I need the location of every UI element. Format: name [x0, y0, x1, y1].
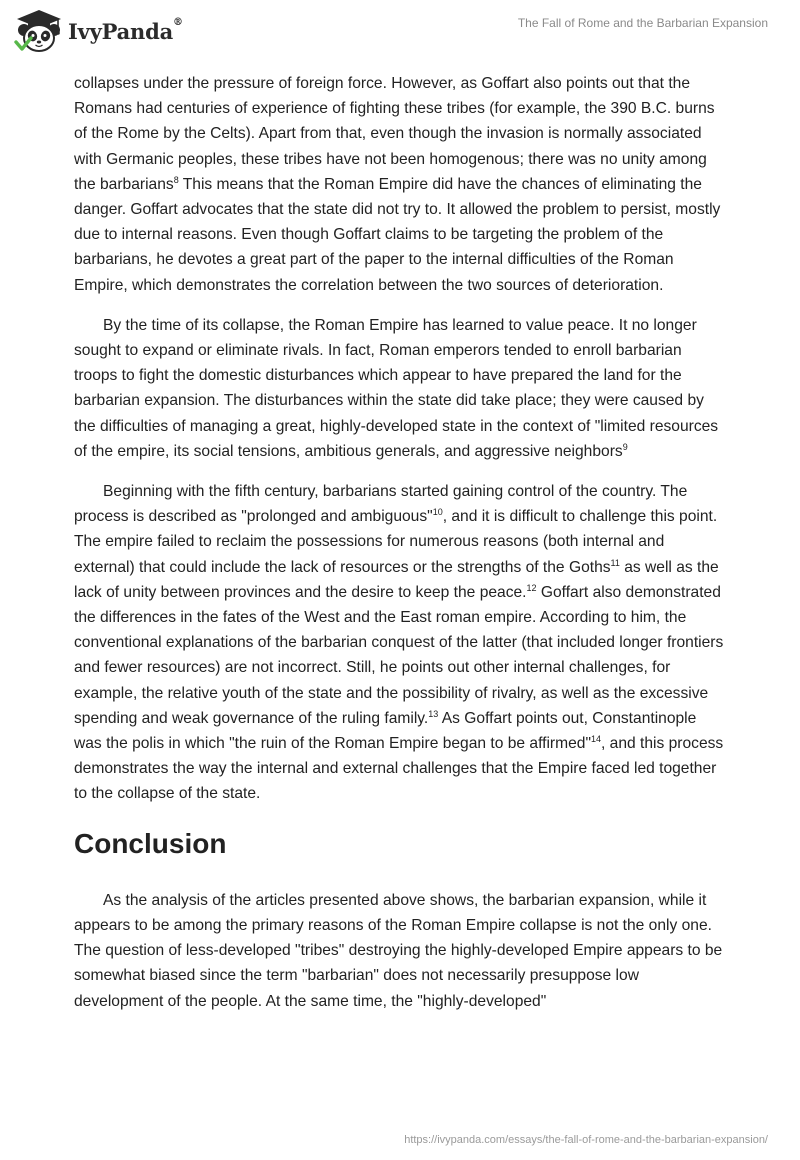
registered-mark: ®	[173, 16, 183, 28]
paragraph-3	[74, 479, 724, 807]
paragraph-text: , and it is difficult to challenge this point. The empire failed to reclaim the possessions for numerous reasons (both internal and external) that could include the lack of resources or the strengths of the Goths	[74, 508, 718, 576]
footnote-ref-8[interactable]: 8	[173, 174, 179, 185]
conclusion-heading: Conclusion	[74, 827, 227, 859]
paragraph-text: As the analysis of the articles presented above shows, the barbarian expansion, while it appears to be among the primary reasons of the Roman Empire collapse is not the only one. The question of less-developed "tribes" destroying the highly-developed Empire appears to be somewhat biased since the term "barbarian" does not necessarily presuppose low development of the people. At the same time, the "highly-developed"	[74, 891, 723, 1010]
paragraph-text: Beginning with the fifth century, barbarians started gaining control of the country. The process is described as "prolonged and ambiguous"	[74, 483, 688, 526]
logo-name: IvyPanda	[68, 18, 174, 44]
paragraph-text: Goffart also demonstrated the differences in the fates of the West and the East roman empire. According to him, the conventional explanations of the barbarian conquest of the latter (that included longer frontiers and fewer resources) are not incorrect. Still, he points out other internal challenges, for example, the relative youth of the state and the possibility of rivalry, as well as the excessive spending and weak governance of the ruling family.	[74, 583, 724, 727]
paragraph-2	[74, 313, 724, 464]
source-url[interactable]: https://ivypanda.com/essays/the-fall-of-rome-and-the-barbarian-expansion/	[404, 1134, 768, 1146]
ivypanda-logo[interactable]	[14, 8, 183, 54]
footnote-ref-14[interactable]: 14	[591, 733, 602, 744]
paragraph-1	[74, 71, 724, 298]
footnote-ref-11[interactable]: 11	[610, 557, 620, 568]
paragraph-text: collapses under the pressure of foreign force. However, as Goffart also points out that the Romans had centuries of experience of fighting these tribes (for example, the 390 B.C. burns of the Rome by the Celts). Apart from that, even though the invasion is normally associated with Germanic peoples, these tribes have not been homogenous; there was no unity among the barbarians	[74, 75, 715, 193]
essay-body	[74, 71, 724, 1029]
paragraph-text: As Goffart points out, Constantinople was the polis in which "the ruin of the Roman Empire began to be affirmed"	[74, 709, 697, 753]
paragraph-text: as well as the lack of unity between provinces and the desire to keep the peace.	[74, 558, 719, 601]
paragraph-text: This means that the Roman Empire did have the chances of eliminating the danger. Goffart advocates that the state did not try to. It allowed the problem to persist, mostly due to internal reasons. Even though Goffart claims to be targeting the problem of the barbarians, he devotes a great part of the paper to the internal difficulties of the Roman Empire, which demonstrates the correlation between the two sources of deterioration.	[74, 175, 721, 294]
footnote-ref-9[interactable]: 9	[622, 441, 628, 452]
paragraph-text: By the time of its collapse, the Roman Empire has learned to value peace. It no longer sought to expand or eliminate rivals. In fact, Roman emperors tended to enroll barbarian troops to fight the domestic disturbances which appear to have prepared the land for the barbarian expansion. The disturbances within the state did take place; they were caused by the difficulties of managing a great, highly-developed state in the context of "limited resources of the empire, its social tensions, ambitious generals, and aggressive neighbors	[74, 316, 719, 460]
page-header	[0, 0, 800, 64]
panda-graduate-icon	[14, 8, 64, 54]
logo-text	[68, 16, 183, 44]
footnote-ref-12[interactable]: 12	[526, 582, 537, 593]
document-title: The Fall of Rome and the Barbarian Expansion	[517, 16, 768, 30]
paragraph-text: , and this process demonstrates the way the internal and external challenges that the Empire faced led together to the collapse of the state.	[74, 735, 724, 803]
paragraph-4	[74, 888, 724, 1014]
footnote-ref-10[interactable]: 10	[432, 507, 443, 518]
footnote-ref-13[interactable]: 13	[428, 708, 439, 719]
